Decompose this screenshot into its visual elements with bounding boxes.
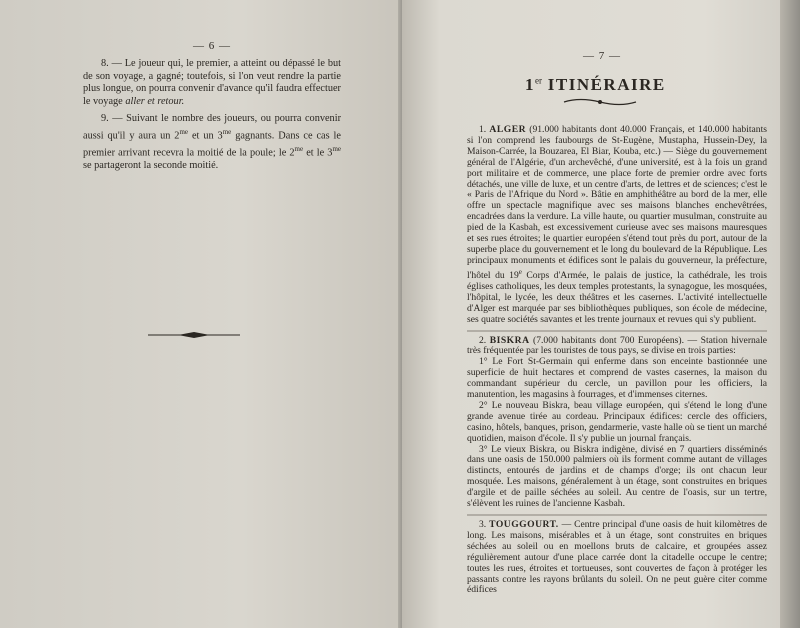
section-rule [467,329,767,333]
touggourt-number: 3. [479,519,487,530]
page-number-left: — 6 — [193,40,231,52]
rule-9-sup-2: me [222,127,232,136]
rule-8-emphasis: aller et retour. [125,95,185,107]
page-edge [780,0,800,628]
section-alger [467,125,767,326]
alger-number: 1. [479,124,487,135]
rule-9-text-c: gagnants. Dans ce cas le premier arrivant recevra la moitié de la poule; le 2 [83,130,341,159]
rule-8-paragraph [83,58,341,108]
biskra-part-2: 2° Le nouveau Biskra, beau village européen, qui s'étend le long d'une grande avenue tirée au cordeau. Principaux édifices: cercle des officiers, casino, hôtels, banques, prison, gendarmerie, vaste halle où se tient un marché quotidien, maison d'école. Il s'y publie un journal français. [467,399,767,444]
biskra-part-3: 3° Le vieux Biskra, ou Biskra indigène, divisé en 7 quartiers disséminés dans une oasis de 150.000 palmiers où ils forment comme autant de villages distincts, entourés de jardins et de champs d'orge; ils ont chacun leur mosquée. Les maisons, généralement à un étage, sont construites en briques d'argile et de paille séchées au soleil. Au centre de l'oasis, sur un tertre, s'élèvent les ruines de l'ancienne Kasbah. [467,443,767,510]
alger-text-2: Corps d'Armée, le palais de justice, la cathédrale, les trois églises catholiques, les deux temples protestants, la synagogue, les mosquées, l'hôpital, le lycée, les deux théâtres et les casernes. L'activité intellectuelle d'Alger est marquée par ses bibliothèques publiques, son école de médecine, ses quatre sociétés savantes et les trente journaux et revues qui s'y publient. [467,269,767,325]
section-biskra [467,336,767,358]
rule-9-sup-1: me [179,127,189,136]
rule-9-text-a: 9. — Suivant le nombre des joueurs, ou pourra convenir aussi qu'il y aura un 2 [83,113,341,142]
rule-9-text-d: et le 3 [303,147,333,159]
itinerary-title [525,75,666,95]
itinerary-body [467,125,767,596]
rule-9-text-b: et un 3 [188,130,223,142]
section-touggourt [467,520,767,596]
alger-sup: e [518,267,522,276]
rule-9-paragraph [83,113,341,172]
divider-ornament [148,330,240,340]
biskra-text: (7.000 habitants dont 700 Européens). — Station hivernale très fréquentée par les touristes de tous pays, se divise en trois parties: [467,334,767,357]
title-number: 1 [525,75,535,94]
touggourt-text: — Centre principal d'une oasis de huit kilomètres de long. Les maisons, misérables et à un étage, sont construites en briques séchées au soleil ou en moellons bruts de calcaire, et groupées assez régulièrement autour d'une place carrée dont la citadelle occupe le centre; toutes les rues, étroites et tortueuses, sont couvertes de façon à protéger les passants contre les rayons brûlants du soleil. On ne peut guère citer comme édifices [467,519,767,596]
rule-9-sup-4: me [332,144,341,153]
biskra-heading: BISKRA [489,334,530,346]
title-word: ITINÉRAIRE [547,75,666,94]
page-number-right: — 7 — [583,50,621,62]
title-ornament [560,97,640,107]
touggourt-heading: TOUGGOURT. [489,519,559,530]
biskra-part-1: 1° Le Fort St-Germain qui enferme dans son enceinte bastionnée une superficie de huit hectares et comprend de vastes casernes, la maison du commandant supérieur du cercle, un pavillon pour les officiers, la manutention, les magasins à fourrages, et d'immenses citernes. [467,356,767,401]
biskra-number: 2. [479,334,487,346]
rule-9-sup-3: me [294,144,304,153]
alger-text: (91.000 habitants dont 40.000 Français, et 140.000 habitants si l'on comprend les faubourgs de St-Eugène, Mustapha, Hussein-Dey, la Maison-Carrée, la Bouzarea, El Biar, Kouba, etc.) — Siège du gouvernement général de l'Algérie, d'un archevêché, d'une université, est à la fois un grand port militaire et de commerce, une place forte de premier ordre avec forts détachés, une ville de luxe, et un centre d'arts, de lettres et de sciences; c'est le « Paris de l'Afrique du Nord ». Bâtie en amphithéâtre au bord de la mer, elle offre un spectacle magnifique avec ses maisons blanches enchevêtrées, encadrées dans la verdure. La ville haute, ou quartier musulman, construite au pied de la Kasbah, est excessivement curieuse avec ses maisons mauresques et ses rues étroites; le quartier européen s'étend tout près du port, autour de la superbe place du gouvernement et le long du boulevard de la République. Les principaux monuments et édifices sont le palais du gouverneur, la préfecture, l'hôtel du 19 [467,124,767,281]
rule-9-text-e: se partageront la seconde moitié. [83,159,219,171]
rule-8-text: 8. — Le joueur qui, le premier, a atteint ou dépassé le but de son voyage, a gagné; toutefois, si l'on veut rendre la partie plus longue, on pourra convenir d'avance qu'il faudra effectuer le voyage [83,58,341,107]
title-sup: er [535,75,542,86]
section-rule [467,513,767,517]
alger-heading: ALGER [489,124,527,135]
